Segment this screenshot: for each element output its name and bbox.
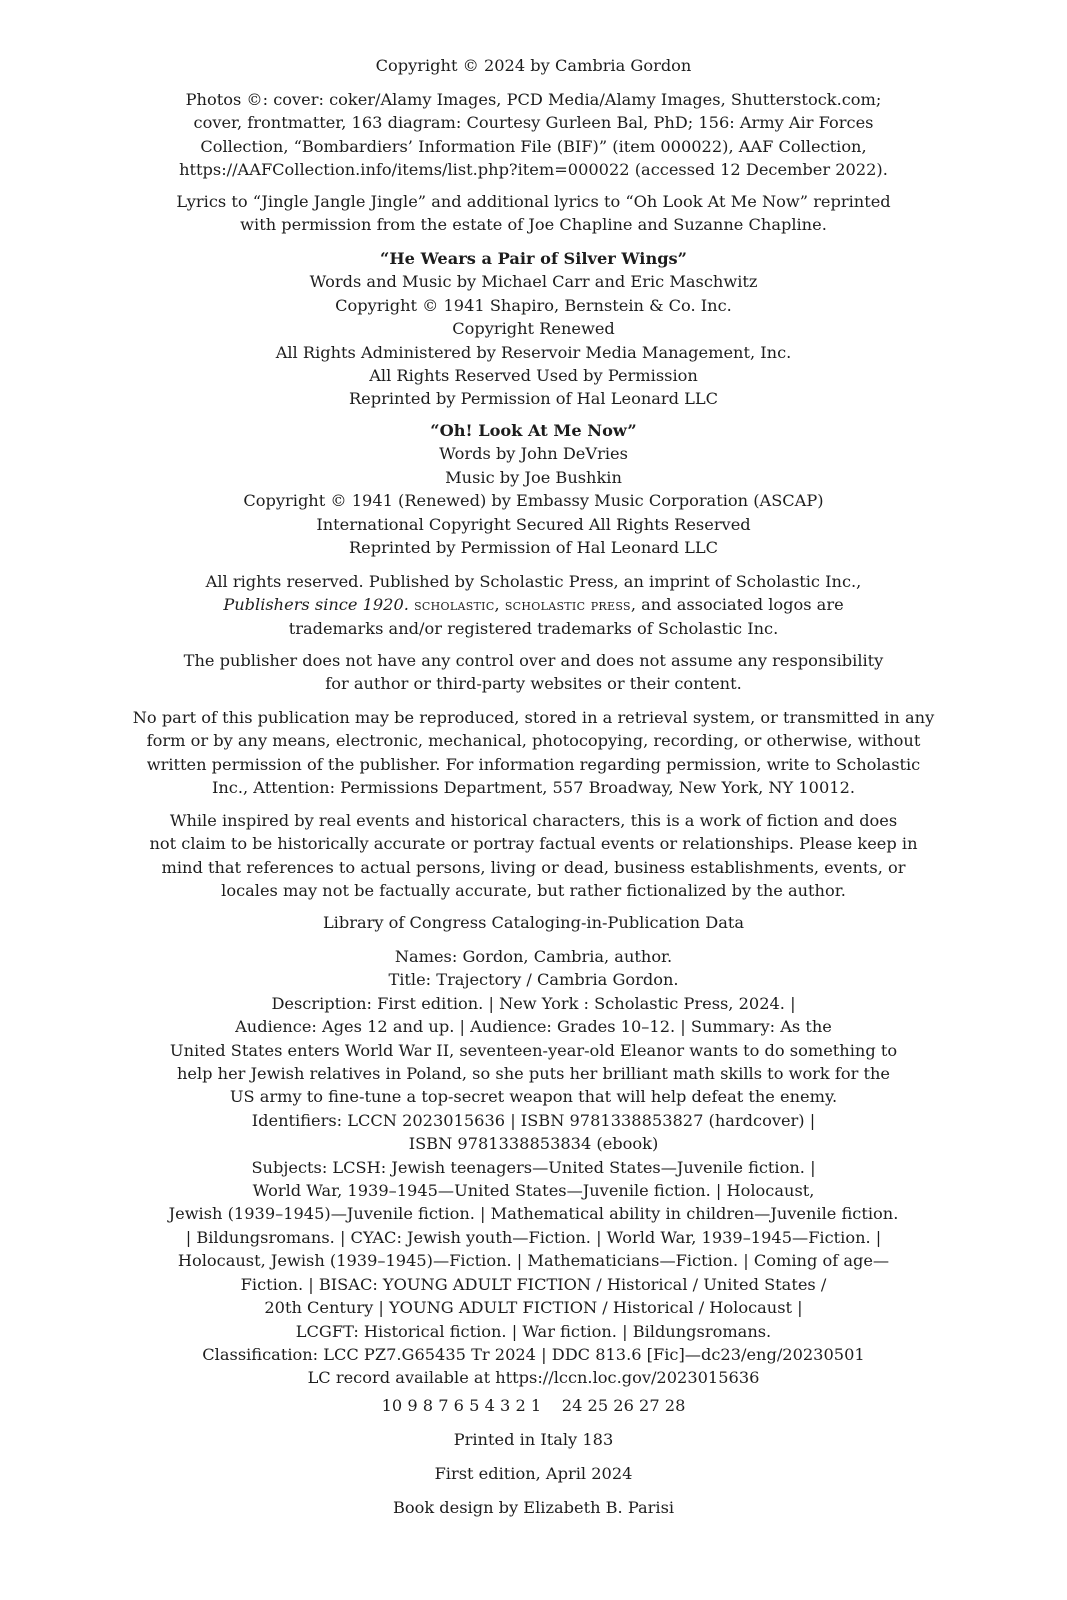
lyrics-permission xyxy=(40,190,1027,237)
rights-reserved xyxy=(40,570,1027,640)
photo-credits xyxy=(40,88,1027,182)
trademark-text: , and associated logos are xyxy=(630,595,844,615)
cip-line: help her Jewish relatives in Poland, so she puts her brilliant math skills to work for the xyxy=(176,1064,891,1084)
rights-line xyxy=(40,593,1027,616)
trademark-scholastic: scholastic xyxy=(414,595,495,615)
cip-line: Subjects: LCSH: Jewish teenagers—United States—Juvenile fiction. | xyxy=(251,1157,816,1177)
rights-line: All rights reserved. Published by Scholastic Press, an imprint of Scholastic Inc., xyxy=(205,572,862,591)
song-credit-line: All Rights Reserved Used by Permission xyxy=(369,366,698,386)
song-credit-line: Copyright © 1941 (Renewed) by Embassy Music Corporation (ASCAP) xyxy=(243,491,824,511)
cip-line: Audience: Ages 12 and up. | Audience: Grades 10–12. | Summary: As the xyxy=(235,1017,832,1037)
lyrics-permission-line: with permission from the estate of Joe Chapline and Suzanne Chapline. xyxy=(240,215,827,235)
publisher-tagline: Publishers since 1920. xyxy=(223,595,409,615)
lyrics-permission-line: Lyrics to “Jingle Jangle Jingle” and additional lyrics to “Oh Look At Me Now” reprinted xyxy=(176,192,891,211)
cip-line: Classification: LCC PZ7.G65435 Tr 2024 | DDC 813.6 [Fic]—dc23/eng/20230501 xyxy=(202,1344,865,1364)
photo-credits-line: Photos ©: cover: coker/Alamy Images, PCD Media/Alamy Images, Shutterstock.com; xyxy=(185,90,882,109)
cip-line: Jewish (1939–1945)—Juvenile fiction. | Mathematical ability in children—Juvenile fiction. xyxy=(168,1204,899,1224)
reproduction-line: No part of this publication may be reproduced, stored in a retrieval system, or transmitted in any xyxy=(132,708,935,727)
photo-credits-line: cover, frontmatter, 163 diagram: Courtesy Gurleen Bal, PhD; 156: Army Air Forces xyxy=(193,113,874,133)
cip-line: Description: First edition. | New York : Scholastic Press, 2024. | xyxy=(271,993,796,1013)
cip-line: US army to fine-tune a top-secret weapon that will help defeat the enemy. xyxy=(229,1087,838,1107)
cip-line: LC record available at https://lccn.loc.gov/2023015636 xyxy=(307,1368,760,1388)
song-credit-line: International Copyright Secured All Rights Reserved xyxy=(316,514,751,534)
cip-line: Identifiers: LCCN 2023015636 | ISBN 9781338853827 (hardcover) | xyxy=(251,1110,816,1130)
song-credit-line: Copyright Renewed xyxy=(452,319,615,339)
song-credit-line: Words and Music by Michael Carr and Eric Maschwitz xyxy=(309,272,758,292)
song-credit-line: All Rights Administered by Reservoir Media Management, Inc. xyxy=(275,342,792,362)
photo-credits-line: Collection, “Bombardiers’ Information File (BIF)” (item 000022), AAF Collection, xyxy=(200,136,867,156)
song-credit-line: Reprinted by Permission of Hal Leonard LLC xyxy=(348,538,719,558)
trademark-separator: , xyxy=(494,595,505,615)
copyright-notice xyxy=(40,54,1027,77)
cip-line: | Bildungsromans. | CYAC: Jewish youth—Fiction. | World War, 1939–1945—Fiction. | xyxy=(185,1227,882,1247)
book-design-line: Book design by Elizabeth B. Parisi xyxy=(392,1498,675,1517)
cip-heading-line: Library of Congress Cataloging-in-Publication Data xyxy=(322,913,745,932)
cip-line: Title: Trajectory / Cambria Gordon. xyxy=(388,970,679,990)
fiction-line: locales may not be factually accurate, but rather fictionalized by the author. xyxy=(221,881,846,901)
song-title: “He Wears a Pair of Silver Wings” xyxy=(380,249,687,268)
cip-line: ISBN 9781338853834 (ebook) xyxy=(408,1134,659,1154)
cip-line: LCGFT: Historical fiction. | War fiction. | Bildungsromans. xyxy=(295,1321,772,1341)
printing-numbers-line: 10 9 8 7 6 5 4 3 2 1 24 25 26 27 28 xyxy=(381,1396,686,1415)
edition-info xyxy=(40,1462,1027,1485)
printed-in-line: Printed in Italy 183 xyxy=(453,1430,614,1449)
rights-line: trademarks and/or registered trademarks of Scholastic Inc. xyxy=(288,618,779,638)
reproduction-notice xyxy=(40,706,1027,800)
disclaimer-line: for author or third-party websites or their content. xyxy=(325,674,742,694)
trademark-scholastic-press: scholastic press xyxy=(504,595,631,615)
cip-line: Fiction. | BISAC: YOUNG ADULT FICTION / Historical / United States / xyxy=(240,1274,827,1294)
publisher-disclaimer xyxy=(40,649,1027,696)
song-credit-line: Copyright © 1941 Shapiro, Bernstein & Co. Inc. xyxy=(335,295,732,315)
song-credit-look-at-me-now xyxy=(40,419,1027,559)
printed-in xyxy=(40,1428,1027,1451)
cip-line: Holocaust, Jewish (1939–1945)—Fiction. | Mathematicians—Fiction. | Coming of age— xyxy=(177,1251,890,1271)
edition-line: First edition, April 2024 xyxy=(434,1464,633,1483)
cip-line: Names: Gordon, Cambria, author. xyxy=(394,947,673,966)
cip-heading xyxy=(40,911,1027,934)
fiction-line: mind that references to actual persons, living or dead, business establishments, events, or xyxy=(161,857,906,877)
copyright-line: Copyright © 2024 by Cambria Gordon xyxy=(375,56,692,75)
cip-line: 20th Century | YOUNG ADULT FICTION / Historical / Holocaust | xyxy=(264,1298,803,1318)
fiction-line: not claim to be historically accurate or portray factual events or relationships. Please keep in xyxy=(149,834,918,854)
fiction-line: While inspired by real events and historical characters, this is a work of fiction and does xyxy=(169,811,898,830)
disclaimer-line: The publisher does not have any control over and does not assume any responsibility xyxy=(183,651,884,670)
song-credit-silver-wings xyxy=(40,247,1027,411)
song-credit-line: Words by John DeVries xyxy=(439,444,628,464)
cip-line: World War, 1939–1945—United States—Juvenile fiction. | Holocaust, xyxy=(252,1181,815,1201)
song-title: “Oh! Look At Me Now” xyxy=(430,421,637,440)
photo-credits-line: https://AAFCollection.info/items/list.php?item=000022 (accessed 12 December 2022). xyxy=(179,160,888,180)
cip-data xyxy=(40,945,1027,1390)
fiction-notice xyxy=(40,809,1027,903)
book-design-credit xyxy=(40,1496,1027,1519)
reproduction-line: form or by any means, electronic, mechanical, photocopying, recording, or otherwise, without xyxy=(146,731,921,751)
cip-line: United States enters World War II, seventeen-year-old Eleanor wants to do something to xyxy=(169,1040,898,1060)
reproduction-line: Inc., Attention: Permissions Department, 557 Broadway, New York, NY 10012. xyxy=(211,778,856,798)
song-credit-line: Reprinted by Permission of Hal Leonard LLC xyxy=(348,389,719,409)
printing-numbers xyxy=(40,1394,1027,1417)
reproduction-line: written permission of the publisher. For information regarding permission, write to Scholastic xyxy=(146,754,921,774)
song-credit-line: Music by Joe Bushkin xyxy=(445,467,622,487)
